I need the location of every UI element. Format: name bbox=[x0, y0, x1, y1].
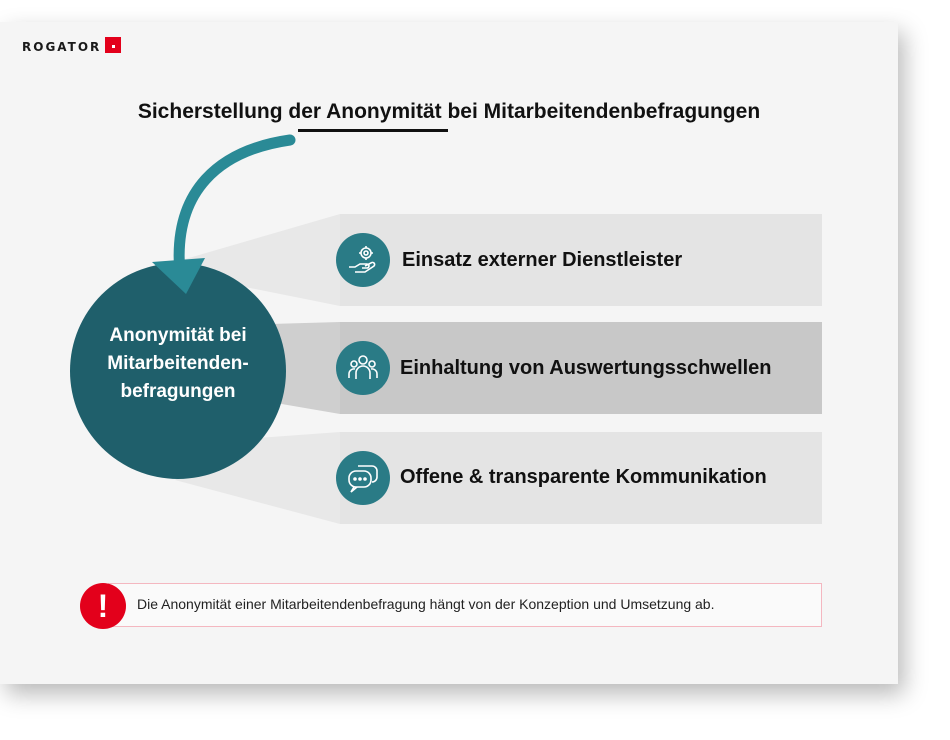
slide bbox=[0, 22, 898, 684]
exclamation-icon: ! bbox=[80, 583, 126, 629]
center-label-line-3: befragungen bbox=[120, 381, 236, 402]
chat-icon bbox=[336, 451, 390, 505]
item-label-2: Einhaltung von Auswertungsschwellen bbox=[400, 357, 772, 379]
group-icon bbox=[336, 341, 390, 395]
hand-gear-icon bbox=[336, 233, 390, 287]
page-title: Sicherstellung der Anonymität bei Mitarbeitendenbefragungen bbox=[137, 100, 761, 123]
note-text: Die Anonymität einer Mitarbeitendenbefragung hängt von der Konzeption und Umsetzung ab. bbox=[137, 596, 715, 612]
logo-text: ROGATOR bbox=[22, 40, 102, 54]
center-circle-label bbox=[72, 322, 284, 406]
item-label-1: Einsatz externer Dienstleister bbox=[402, 249, 683, 271]
item-label-3: Offene & transparente Kommunikation bbox=[400, 466, 767, 488]
note-box bbox=[108, 583, 822, 627]
center-label-line-1: Anonymität bei bbox=[109, 325, 247, 346]
center-label-line-2: Mitarbeitenden- bbox=[107, 353, 249, 374]
